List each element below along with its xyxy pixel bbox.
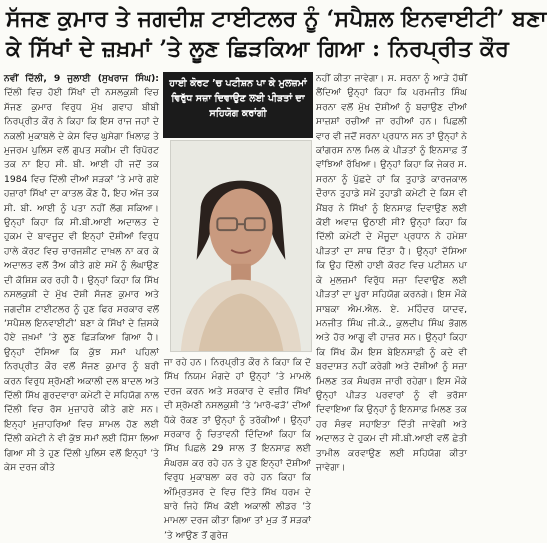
article-text-left: ਦਿੱਲੀ ਵਿਚ ਹੋਈ ਸਿੱਖਾਂ ਦੀ ਨਸਲਕੁਸ਼ੀ ਵਿਚ ਸੱਜਣ ਕੁਮਾਰ ਵਿਰੁਧ ਮੁੱਖ ਗਵਾਹ ਬੀਬੀ ਨਿਰਪ੍ਰੀਤ ਕੌਰ ਨੇ ਕਿਹਾ ਕਿ ਇਸ ਰਾਜ ਜਹਾਂ ਦੇ ਨਕਲੀ ਮੁਕਾਬਲੇ ਦੇ ਕੇਸ ਵਿਚ ਘੁਸੇਗਾ ਖ਼ਿਲਾਫ਼ ਤੇ ਮੁਜਰਮ ਪੁਲਿਸ ਵਲੋਂ ਗੁਪਤ ਸਕੀਮ ਦੀ ਰਿਪੋਰਟ ਤਕ ਨਾ ਇਹ ਸੀ. ਬੀ. ਆਈ ਹੀ ਜਦੋਂ ਤਕ 1984 ਵਿਚ ਦਿੱਲੀ ਦੀਆਂ ਸੜਕਾਂ ’ਤੇ ਮਾਰੇ ਗਏ ਹਜ਼ਾਰਾਂ ਸਿੱਖਾਂ ਦਾ ਕਾਤਲ ਕੌਣ ਹੈ, ਇਹ ਅੱਜ ਤਕ ਸੀ. ਬੀ. ਆਈ ਨੂੰ ਪਤਾ ਨਹੀਂ ਲੱਗ ਸਕਿਆ। ਉਨ੍ਹਾਂ ਕਿਹਾ ਕਿ ਸੀ.ਬੀ.ਆਈ ਅਦਾਲਤ ਦੇ ਹੁਕਮ ਦੇ ਬਾਵਜੂਦ ਵੀ ਇਨ੍ਹਾਂ ਦੋਸ਼ੀਆਂ ਵਿਰੁਧ ਹਾਲੇ ਕੋਰਟ ਵਿਚ ਚਾਰਜਸ਼ੀਟ ਦਾਖ਼ਲ ਨਾ ਕਰ ਕੇ ਅਦਾਲਤ ਵਲੋਂ ਤੈਅ ਕੀਤੇ ਗਏ ਸਮੇਂ ਨੂੰ ਲੰਘਾਉਣ ਦੀ ਕੋਸ਼ਿਸ਼ ਕਰ ਰਹੀ ਹੈ। ਉਨ੍ਹਾਂ ਕਿਹਾ ਕਿ ਸਿੱਖ ਨਸਲਕੁਸ਼ੀ ਦੇ ਮੁੱਖ ਦੋਸ਼ੀ ਸੱਜਣ ਕੁਮਾਰ ਅਤੇ ਜਗਦੀਸ਼ ਟਾਈਟਲਰ ਨੂੰ ਹੁਣ ਫਿਰ ਸਰਕਾਰ ਵਲੋਂ ‘ਸਪੈਸ਼ਲ ਇਨਵਾਈਟੀ’ ਬਣਾ ਕੇ ਸਿੱਖਾਂ ਦੇ ਜ਼ਿਸਕੇ ਹੋਏ ਜ਼ਖ਼ਮਾਂ ’ਤੇ ਲੂਣ ਛਿੜਕਿਆ ਗਿਆ ਹੈ। ਉਨ੍ਹਾਂ ਦੱਸਿਆ ਕਿ ਕੁੱਝ ਸਮਾਂ ਪਹਿਲਾਂ ਨਿਰਪ੍ਰੀਤ ਕੌਰ ਵਲੋਂ ਸੱਜਣ ਕੁਮਾਰ ਨੂੰ ਬਰੀ ਕਰਨ ਵਿਰੁਧ ਸ਼੍ਰੋਮਣੀ ਅਕਾਲੀ ਦਲ ਬਾਦਲ ਅਤੇ ਦਿੱਲੀ ਸਿੱਖ ਗੁਰਦਵਾਰਾ ਕਮੇਟੀ ਦੇ ਸਹਿਯੋਗ ਨਾਲ ਦਿੱਲੀ ਵਿਚ ਰੋਸ ਮੁਜ਼ਾਹਰੇ ਕੀਤੇ ਗਏ ਸਨ। ਇਨ੍ਹਾਂ ਮੁਜ਼ਾਹਰਿਆਂ ਵਿਚ ਸ਼ਾਮਲ ਹੋਣ ਲਈ ਦਿੱਲੀ ਕਮੇਟੀ ਨੇ ਵੀ ਕੁੱਝ ਸਮਾਂ ਲਈ ਹਿੱਸਾ ਲਿਆ ਗਿਆ ਸੀ ਤੇ ਹੁਣ ਦਿੱਲੀ ਪੁਲਿਸ ਵਲੋਂ ਇਨ੍ਹਾਂ ’ਤੇ ਕੇਸ ਦਰਜ ਕੀਤੇ	[4, 87, 159, 473]
headline	[6, 4, 547, 64]
portrait-illustration	[171, 141, 311, 351]
dateline: ਨਵੀਂ ਦਿੱਲੀ, 9 ਜੁਲਾਈ (ਸੁਖਰਾਜ ਸਿੰਘ):	[4, 73, 159, 84]
portrait-photo	[170, 140, 312, 352]
pull-quote-text: ਹਾਈ ਕੋਰਟ ’ਚ ਪਟੀਸ਼ਨ ਪਾ ਕੇ ਮੁਲਜ਼ਮਾਂ ਵਿਰੁੱਧ ਸਜ਼ਾ ਦਿਵਾਉਣ ਲਈ ਪੀੜਤਾਂ ਦਾ ਸਹਿਯੋਗ ਕਰਾਂਗੀ	[169, 78, 307, 119]
headline-line-2: ਕੇ ਸਿੱਖਾਂ ਦੇ ਜ਼ਖ਼ਮਾਂ ’ਤੇ ਲੂਣ ਛਿੜਕਿਆ ਗਿਆ : ਨਿਰਪ੍ਰੀਤ ਕੌਰ	[6, 36, 510, 62]
headline-line-1: ਸੱਜਣ ਕੁਮਾਰ ਤੇ ਜਗਦੀਸ਼ ਟਾਈਟਲਰ ਨੂੰ ‘ਸਪੈਸ਼ਲ ਇਨਵਾਈਟੀ’ ਬਣਾ	[6, 6, 547, 32]
article-text-right: ਨਹੀਂ ਕੀਤਾ ਜਾਵੇਗਾ। ਸ. ਸਰਨਾ ਨੂੰ ਆੜੇ ਹੱਥੀਂ ਲੈਂਦਿਆਂ ਉਨ੍ਹਾਂ ਕਿਹਾ ਕਿ ਪਰਮਜੀਤ ਸਿੰਘ ਸਰਨਾ ਵਲੋਂ ਮੁੱਖ ਦੋਸ਼ੀਆਂ ਨੂੰ ਬਚਾਉਣ ਦੀਆਂ ਸਾਜ਼ਸ਼ਾਂ ਰਚੀਆਂ ਜਾ ਰਹੀਆਂ ਹਨ। ਪਿਛਲੀ ਵਾਰ ਵੀ ਜਦੋਂ ਸਰਨਾ ਪ੍ਰਧਾਨ ਸਨ ਤਾਂ ਉਨ੍ਹਾਂ ਨੇ ਕਾਂਗਰਸ ਨਾਲ ਮਿਲ ਕੇ ਪੀੜਤਾਂ ਨੂੰ ਇਨਸਾਫ਼ ਤੋਂ ਵਾਂਝਿਆਂ ਰੱਖਿਆ। ਉਨ੍ਹਾਂ ਕਿਹਾ ਕਿ ਜੇਕਰ ਸ. ਸਰਨਾ ਨੂੰ ਪੁੱਛਦੇ ਹਾਂ ਕਿ ਤੁਹਾਡੇ ਕਾਰਜਕਾਲ ਦੌਰਾਨ ਤੁਹਾਡੇ ਸਮੇਂ ਤੁਹਾਡੀ ਕਮੇਟੀ ਦੇ ਕਿਸ ਵੀ ਮੈਂਬਰ ਨੇ ਸਿੱਖਾਂ ਨੂੰ ਇਨਸਾਫ਼ ਦਿਵਾਉਣ ਲਈ ਕੋਈ ਅਵਾਜ਼ ਉਠਾਈ ਸੀ? ਉਨ੍ਹਾਂ ਕਿਹਾ ਕਿ ਦਿੱਲੀ ਕਮੇਟੀ ਦੇ ਮੌਜੂਦਾ ਪ੍ਰਧਾਨ ਨੇ ਹਮੇਸ਼ਾ ਪੀੜਤਾਂ ਦਾ ਸਾਥ ਦਿੱਤਾ ਹੈ। ਉਨ੍ਹਾਂ ਦੱਸਿਆ ਕਿ ਉਹ ਦਿੱਲੀ ਹਾਈ ਕੋਰਟ ਵਿਚ ਪਟੀਸ਼ਨ ਪਾ ਕੇ ਮੁਲਜ਼ਮਾਂ ਵਿਰੁੱਧ ਸਜ਼ਾ ਦਿਵਾਉਣ ਲਈ ਪੀੜਤਾਂ ਦਾ ਪੂਰਾ ਸਹਿਯੋਗ ਕਰਨਗੇ। ਇਸ ਮੌਕੇ ਸਾਬਕਾ ਐਮ.ਐਲ. ਏ. ਮਹਿੰਦਰ ਯਾਦਵ, ਮਨਜੀਤ ਸਿੰਘ ਜੀ.ਕੇ., ਕੁਲਦੀਪ ਸਿੰਘ ਭੋਗਲ ਅਤੇ ਹੋਰ ਆਗੂ ਵੀ ਹਾਜ਼ਰ ਸਨ। ਉਨ੍ਹਾਂ ਕਿਹਾ ਕਿ ਸਿੱਖ ਕੌਮ ਇਸ ਬੇਇਨਸਾਫ਼ੀ ਨੂੰ ਕਦੇ ਵੀ ਬਰਦਾਸ਼ਤ ਨਹੀਂ ਕਰੇਗੀ ਅਤੇ ਦੋਸ਼ੀਆਂ ਨੂੰ ਸਜ਼ਾ ਮਿਲਣ ਤਕ ਸੰਘਰਸ਼ ਜਾਰੀ ਰਹੇਗਾ। ਇਸ ਮੌਕੇ ਉਨ੍ਹਾਂ ਪੀੜਤ ਪਰਵਾਰਾਂ ਨੂੰ ਵੀ ਭਰੋਸਾ ਦਿਵਾਇਆ ਕਿ ਉਨ੍ਹਾਂ ਨੂੰ ਇਨਸਾਫ਼ ਮਿਲਣ ਤਕ ਹਰ ਸੰਭਵ ਸਹਾਇਤਾ ਦਿੱਤੀ ਜਾਵੇਗੀ ਅਤੇ ਅਦਾਲਤ ਦੇ ਹੁਕਮ ਦੀ ਸੀ.ਬੀ.ਆਈ ਵਲੋਂ ਛੇਤੀ ਤਾਮੀਲ ਕਰਵਾਉਣ ਲਈ ਸਹਿਯੋਗ ਕੀਤਾ ਜਾਵੇਗਾ।	[316, 73, 467, 473]
article-column-right	[316, 72, 467, 516]
article-text-middle: ਜਾ ਰਹੇ ਹਨ। ਨਿਰਪ੍ਰੀਤ ਕੌਰ ਨੇ ਕਿਹਾ ਕਿ ਦੋ ਸਿੱਖ ਨਿਯਮ ਮੰਗਦੇ ਹਾਂ ਉਨ੍ਹਾਂ ’ਤੇ ਮਾਮਲੇ ਦਰਜ ਕਰਨ ਅਤੇ ਸਰਕਾਰ ਦੇ ਵਜ਼ੀਰ ਸਿੱਖਾਂ ਦੀ ਸ਼੍ਰੋਮਣੀ ਨਸਲਕੁਸ਼ੀ ’ਤੇ ‘ਮਾਰੋ-ਫੜੋ’ ਦੀਆਂ ਧੱਕੇ ਰੋਕਣ ਤਾਂ ਉਨ੍ਹਾਂ ਨੂੰ ਤਰੱਕੀਆਂ। ਉਨ੍ਹਾਂ ਸਰਕਾਰ ਨੂੰ ਚਿਤਾਵਨੀ ਦਿੰਦਿਆਂ ਕਿਹਾ ਕਿ ਸਿੱਖ ਪਿਛਲੇ 29 ਸਾਲ ਤੋਂ ਇਨਸਾਫ਼ ਲਈ ਸੰਘਰਸ਼ ਕਰ ਰਹੇ ਹਨ ਤੇ ਹੁਣ ਇਨ੍ਹਾਂ ਦੋਸ਼ੀਆਂ ਵਿਰੁਧ ਮੁਕਾਬਲਾ ਕਰ ਰਹੇ ਹਨ ਕਿਹਾ ਕਿ ਅੰਮ੍ਰਿਤਸਰ ਦੇ ਵਿਚ ਦਿੱਤੇ ਸਿੱਖ ਧਰਮ ਦੇ ਬਾਰੇ ਜਿਹੇ ਸਿੱਖ ਕੋਈ ਅਕਾਲੀ ਲੀਡਰ ’ਤੇ ਮਾਮਲਾ ਦਰਜ ਕੀਤਾ ਗਿਆ ਤਾਂ ਮੁੜ ਤੋਂ ਸੜਕਾਂ ’ਤੇ ਆਉਣ ਤੋਂ ਗੁਰੇਜ਼	[164, 357, 311, 541]
article-body	[0, 72, 471, 541]
article-column-left	[4, 72, 159, 516]
pull-quote	[163, 72, 313, 138]
article-column-middle	[164, 356, 311, 541]
